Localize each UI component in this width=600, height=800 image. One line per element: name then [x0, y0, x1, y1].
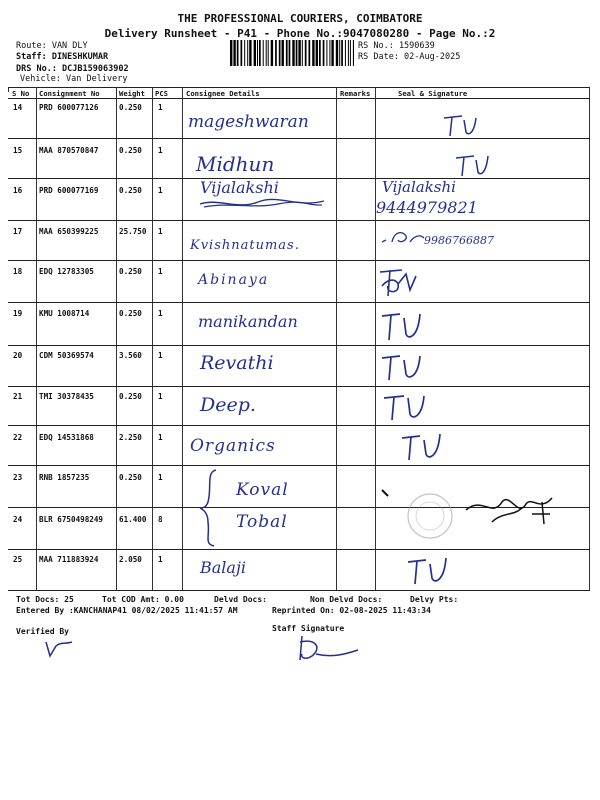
row-pcs: 1 [158, 351, 163, 360]
consignee-handwriting: Revathi [200, 352, 274, 374]
row-sno: 22 [13, 433, 23, 442]
entered-by: Entered By :KANCHANAP41 08/02/2025 11:41:57 AM [16, 606, 238, 615]
receiver-signature-tu [398, 430, 448, 462]
table-top-border [8, 87, 590, 88]
consignee-handwriting: Organics [190, 436, 276, 456]
row-pcs: 1 [158, 267, 163, 276]
row-consignment-no: TMI 30378435 [39, 392, 94, 401]
receiver-signature-tu [440, 112, 480, 138]
staff-label: Staff: DINESHKUMAR [16, 52, 109, 62]
row-sno: 24 [13, 515, 23, 524]
row-pcs: 1 [158, 227, 163, 236]
row-weight: 2.250 [119, 433, 142, 442]
row-weight: 2.050 [119, 555, 142, 564]
consignee-handwriting: Kvishnatumas. [190, 238, 300, 253]
col-divider [182, 87, 183, 590]
col-divider [36, 87, 37, 590]
row-sno: 14 [13, 103, 23, 112]
consignee-handwriting: manikandan [198, 312, 298, 331]
col-divider [375, 87, 376, 590]
route-label: Route: VAN DLY [16, 41, 88, 51]
header-bottom-border [8, 98, 590, 99]
row-pcs: 1 [158, 103, 163, 112]
barcode [230, 40, 354, 66]
receiver-phone: 9986766887 [424, 234, 494, 247]
col-header-seal-signature: Seal & Signature [398, 89, 468, 98]
row-pcs: 1 [158, 146, 163, 155]
col-divider [152, 87, 153, 590]
row-divider [8, 178, 590, 179]
row-divider [8, 549, 590, 550]
row-weight: 0.250 [119, 309, 142, 318]
row-weight: 0.250 [119, 186, 142, 195]
row-consignment-no: CDM 50369574 [39, 351, 94, 360]
row-consignment-no: MAA 870570847 [39, 146, 99, 155]
row-divider [8, 220, 590, 221]
total-cod-amount: Tot COD Amt: 0.00 [102, 595, 184, 604]
row-pcs: 8 [158, 515, 163, 524]
staff-signature [292, 634, 362, 664]
consignee-handwriting: Tobal [236, 512, 288, 532]
col-header-remarks: Remarks [340, 89, 371, 98]
row-sno: 19 [13, 309, 23, 318]
ink-mark [380, 488, 392, 500]
row-sno: 18 [13, 267, 23, 276]
row-pcs: 1 [158, 392, 163, 401]
strikethrough-scribble [198, 196, 328, 212]
company-title: THE PROFESSIONAL COURIERS, COIMBATORE [177, 12, 423, 25]
drs-label: DRS No.: DCJB159063902 [16, 64, 129, 74]
rs-date: RS Date: 02-Aug-2025 [358, 52, 461, 62]
row-consignment-no: BLR 6750498249 [39, 515, 104, 524]
row-sno: 16 [13, 186, 23, 195]
receiver-signature-tu [452, 152, 492, 178]
col-header-weight: Weight [119, 89, 145, 98]
col-divider [336, 87, 337, 590]
consignee-handwriting: Deep. [200, 394, 256, 416]
non-delivered-docs: Non Delvd Docs: [310, 595, 383, 604]
row-consignment-no: KMU 1008714 [39, 309, 90, 318]
col-divider [116, 87, 117, 590]
row-weight: 0.250 [119, 267, 142, 276]
row-divider [8, 465, 590, 466]
row-divider [8, 302, 590, 303]
row-sno: 25 [13, 555, 23, 564]
consignee-handwriting: Vijalakshi [200, 178, 279, 197]
delivery-points: Delvy Pts: [410, 595, 459, 604]
brace-mark [198, 468, 228, 548]
row-pcs: 1 [158, 433, 163, 442]
row-sno: 20 [13, 351, 23, 360]
reprinted-on: Reprinted On: 02-08-2025 11:43:34 [272, 606, 431, 615]
total-docs: Tot Docs: 25 [16, 595, 74, 604]
row-divider [8, 260, 590, 261]
row-sno: 17 [13, 227, 23, 236]
row-divider [8, 425, 590, 426]
row-sno: 23 [13, 473, 23, 482]
col-header-consignment: Consignment No [39, 89, 100, 98]
row-consignment-no: RNB 1857235 [39, 473, 90, 482]
row-weight: 0.250 [119, 146, 142, 155]
row-pcs: 1 [158, 555, 163, 564]
consignee-handwriting: Abinaya [198, 272, 270, 288]
seal-stamp [400, 486, 460, 546]
row-sno: 15 [13, 146, 23, 155]
row-consignment-no: PRD 600077126 [39, 103, 99, 112]
consignee-handwriting: Balaji [200, 558, 247, 577]
receiver-signature [462, 488, 562, 528]
verified-by-label: Verified By [16, 627, 69, 636]
row-sno: 21 [13, 392, 23, 401]
consignee-handwriting: Midhun [196, 152, 275, 176]
receiver-signature-tu [380, 390, 432, 422]
row-weight: 0.250 [119, 473, 142, 482]
receiver-phone: 9444979821 [376, 198, 478, 217]
row-consignment-no: EDQ 12783305 [39, 267, 94, 276]
row-consignment-no: MAA 711883924 [39, 555, 99, 564]
row-pcs: 1 [158, 186, 163, 195]
table-bottom-border [8, 590, 590, 591]
row-weight: 3.560 [119, 351, 142, 360]
receiver-signature-tu [378, 350, 428, 382]
receiver-signature-name: Vijalakshi [382, 178, 456, 196]
delivered-docs: Delvd Docs: [214, 595, 267, 604]
row-pcs: 1 [158, 309, 163, 318]
row-consignment-no: MAA 650399225 [39, 227, 99, 236]
col-divider [589, 87, 590, 590]
row-weight: 61.400 [119, 515, 147, 524]
verifier-signature [42, 638, 78, 660]
rs-number: RS No.: 1590639 [358, 41, 435, 51]
row-weight: 0.250 [119, 103, 142, 112]
row-weight: 25.750 [119, 227, 147, 236]
receiver-signature-tu [404, 552, 454, 586]
consignee-handwriting: Koval [236, 480, 289, 500]
row-pcs: 1 [158, 473, 163, 482]
row-divider [8, 138, 590, 139]
col-header-pcs: PCS [155, 89, 168, 98]
row-consignment-no: PRD 600077169 [39, 186, 99, 195]
consignee-handwriting: mageshwaran [188, 112, 309, 132]
col-header-consignee: Consignee Details [186, 89, 260, 98]
col-divider [8, 87, 9, 92]
receiver-signature-tu [378, 308, 428, 342]
row-divider [8, 386, 590, 387]
row-consignment-no: EDQ 14531868 [39, 433, 94, 442]
vehicle-label: Vehicle: Van Delivery [20, 74, 128, 84]
runsheet-subtitle: Delivery Runsheet - P41 - Phone No.:9047080280 - Page No.:2 [104, 27, 496, 40]
row-divider [8, 345, 590, 346]
staff-signature-label: Staff Signature [272, 624, 345, 633]
col-header-sno: S No [12, 89, 30, 98]
receiver-signature [376, 266, 426, 300]
row-weight: 0.250 [119, 392, 142, 401]
